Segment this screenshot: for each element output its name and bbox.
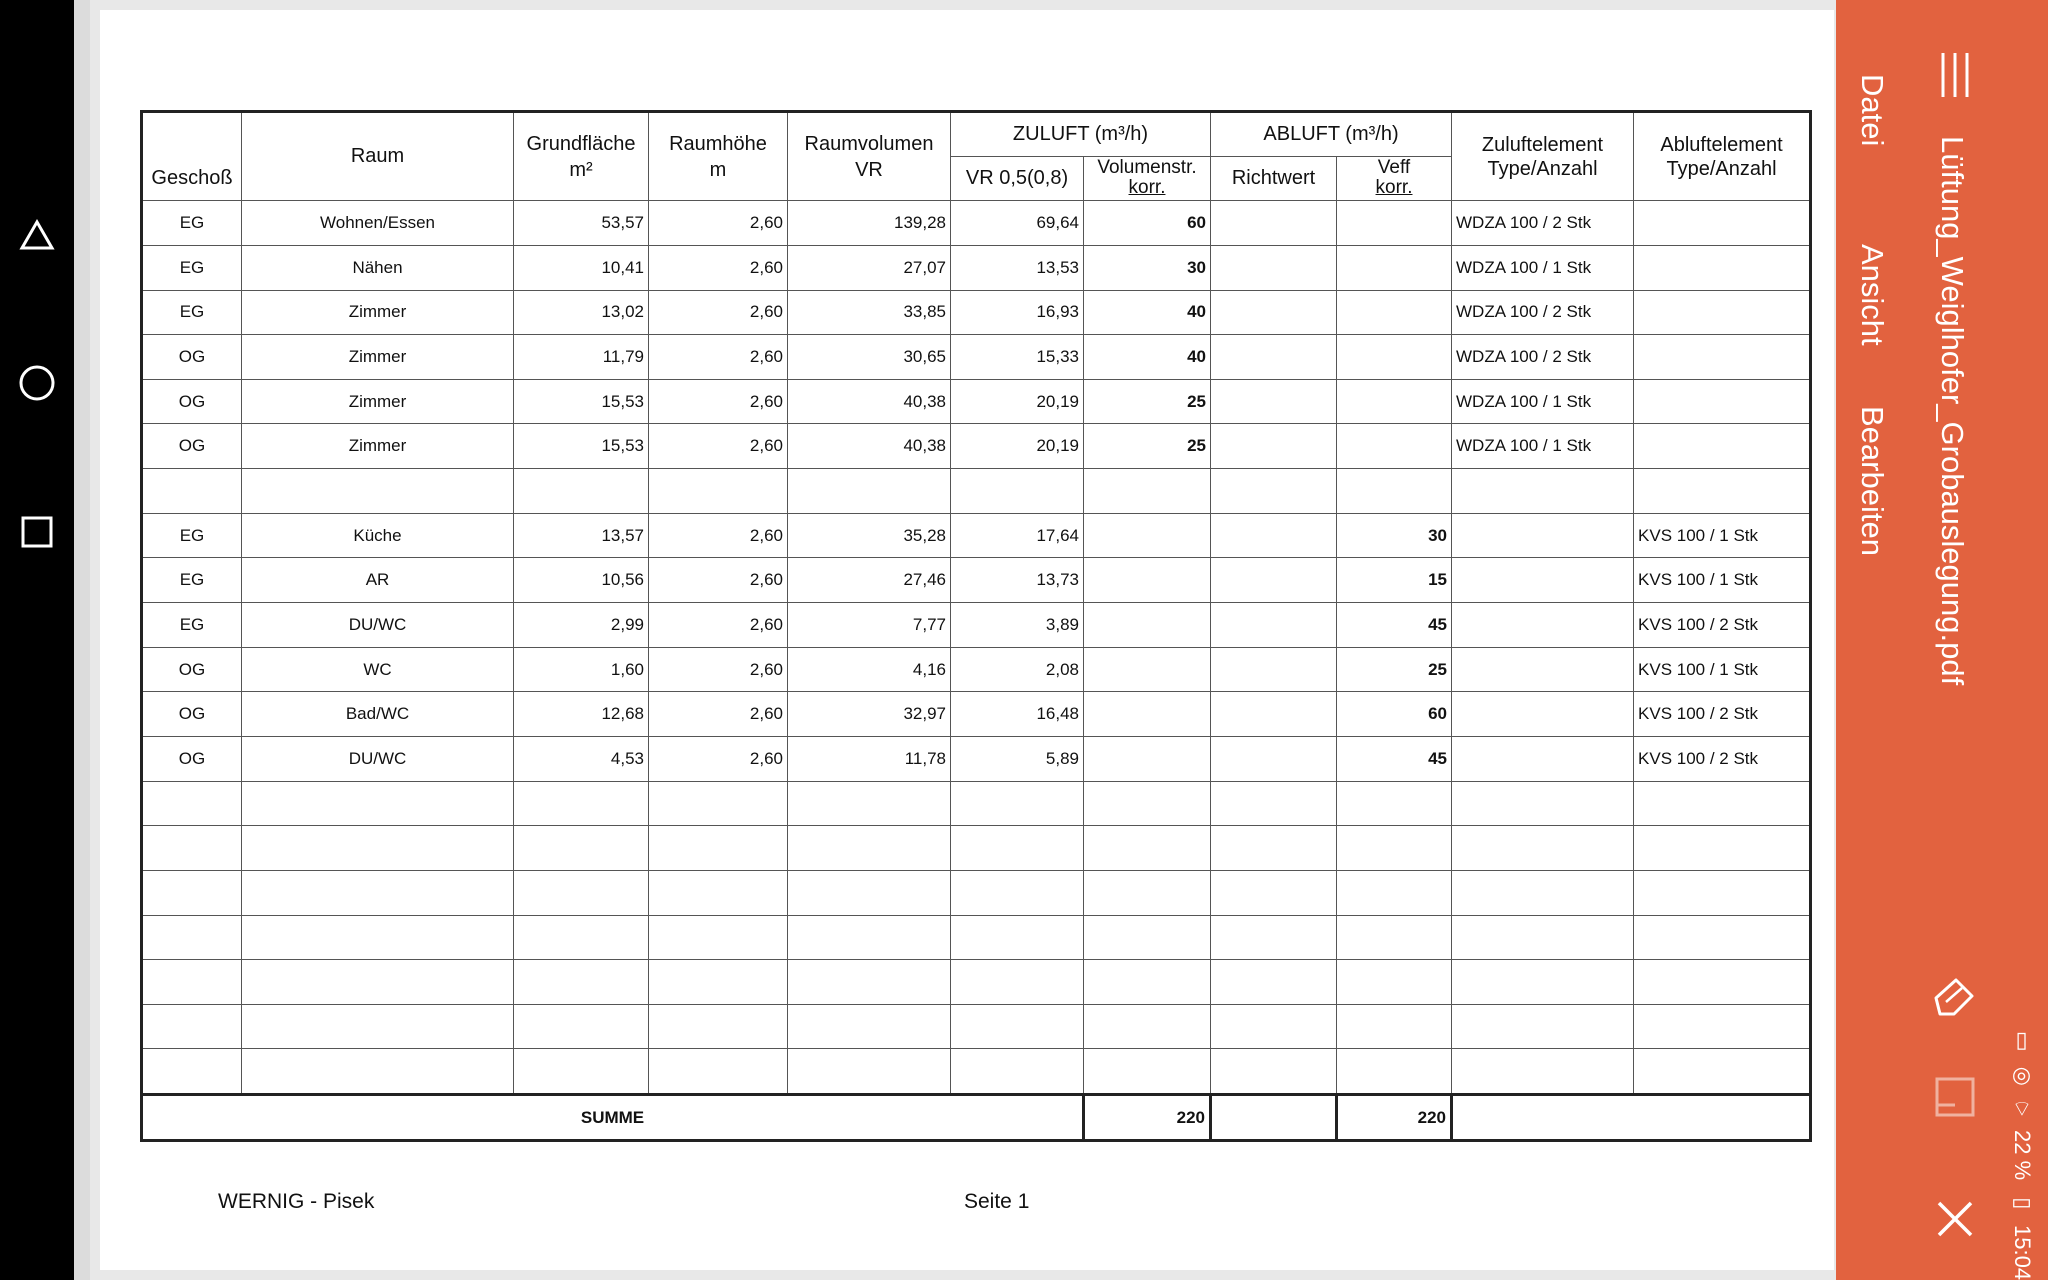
cell-raum — [242, 469, 514, 514]
cell-geschoss: EG — [142, 558, 242, 603]
cell-zuluftelement — [1452, 1049, 1634, 1095]
cell-vr: 13,53 — [951, 245, 1084, 290]
cell-grundflaeche: 11,79 — [514, 335, 649, 380]
cell-zuluftelement: WDZA 100 / 2 Stk — [1452, 290, 1634, 335]
cell-vr: 15,33 — [951, 335, 1084, 380]
cell-grundflaeche: 15,53 — [514, 424, 649, 469]
cell-veff-korr — [1337, 290, 1452, 335]
cell-raum — [242, 960, 514, 1005]
cell-volumenstrom-korr — [1084, 558, 1211, 603]
cell-raum — [242, 826, 514, 871]
cell-grundflaeche: 15,53 — [514, 379, 649, 424]
cell-geschoss: EG — [142, 245, 242, 290]
app-toolbar — [1836, 0, 1996, 1280]
cell-geschoss — [142, 915, 242, 960]
cell-abluftelement: KVS 100 / 1 Stk — [1634, 647, 1811, 692]
cell-richtwert — [1211, 424, 1337, 469]
cell-raumvolumen — [788, 826, 951, 871]
cell-geschoss: OG — [142, 692, 242, 737]
cell-volumenstrom-korr — [1084, 781, 1211, 826]
cell-raumhoehe: 2,60 — [649, 692, 788, 737]
sum-zuluft: 220 — [1084, 1095, 1211, 1141]
cell-grundflaeche: 2,99 — [514, 603, 649, 648]
cell-geschoss: OG — [142, 736, 242, 781]
cell-richtwert — [1211, 647, 1337, 692]
cell-richtwert — [1211, 692, 1337, 737]
cell-grundflaeche: 12,68 — [514, 692, 649, 737]
cell-volumenstrom-korr — [1084, 603, 1211, 648]
cell-raumhoehe: 2,60 — [649, 335, 788, 380]
cell-volumenstrom-korr: 40 — [1084, 335, 1211, 380]
cell-zuluftelement — [1452, 870, 1634, 915]
cell-raumhoehe: 2,60 — [649, 290, 788, 335]
cell-richtwert — [1211, 335, 1337, 380]
cell-vr — [951, 826, 1084, 871]
cell-vr — [951, 1004, 1084, 1049]
cell-raum: Zimmer — [242, 379, 514, 424]
cell-raumhoehe: 2,60 — [649, 245, 788, 290]
cell-abluftelement — [1634, 960, 1811, 1005]
cell-grundflaeche — [514, 826, 649, 871]
cell-zuluftelement — [1452, 781, 1634, 826]
cell-raum: Bad/WC — [242, 692, 514, 737]
cell-raumhoehe: 2,60 — [649, 558, 788, 603]
document-title: Lüftung_Weiglhofer_Grobauslegung.pdf — [1935, 136, 1970, 686]
cell-veff-korr — [1337, 960, 1452, 1005]
cell-geschoss — [142, 826, 242, 871]
cell-raum: DU/WC — [242, 603, 514, 648]
cell-raum: Küche — [242, 513, 514, 558]
footer-author: WERNIG - Pisek — [218, 1190, 375, 1213]
cell-raumvolumen: 11,78 — [788, 736, 951, 781]
cell-raumvolumen: 27,46 — [788, 558, 951, 603]
cell-veff-korr: 45 — [1337, 603, 1452, 648]
cell-abluftelement — [1634, 469, 1811, 514]
cell-zuluftelement — [1452, 603, 1634, 648]
cell-vr — [951, 915, 1084, 960]
cell-raum — [242, 1004, 514, 1049]
cell-raumhoehe — [649, 826, 788, 871]
cell-zuluftelement — [1452, 692, 1634, 737]
cell-richtwert — [1211, 513, 1337, 558]
cell-raumhoehe — [649, 781, 788, 826]
home-circle-icon[interactable] — [12, 358, 62, 408]
cell-raum: WC — [242, 647, 514, 692]
cell-raumvolumen: 30,65 — [788, 335, 951, 380]
cell-abluftelement — [1634, 290, 1811, 335]
cell-abluftelement — [1634, 915, 1811, 960]
cell-grundflaeche: 4,53 — [514, 736, 649, 781]
cell-geschoss: EG — [142, 201, 242, 246]
cell-raumvolumen: 40,38 — [788, 379, 951, 424]
cell-raumhoehe: 2,60 — [649, 603, 788, 648]
cell-raumvolumen — [788, 960, 951, 1005]
cell-raumhoehe: 2,60 — [649, 513, 788, 558]
cell-volumenstrom-korr: 40 — [1084, 290, 1211, 335]
header-raumvolumen: Raumvolumen VR — [788, 112, 951, 201]
wifi-icon: ⌔ — [2010, 1098, 2035, 1120]
header-abluftelement: Abluftelement Type/Anzahl — [1634, 112, 1811, 201]
cell-volumenstrom-korr — [1084, 1004, 1211, 1049]
table-row — [142, 870, 1811, 915]
cell-raumhoehe — [649, 1049, 788, 1095]
cell-zuluftelement — [1452, 1004, 1634, 1049]
cell-richtwert — [1211, 781, 1337, 826]
cell-raumvolumen — [788, 469, 951, 514]
cell-vr: 20,19 — [951, 379, 1084, 424]
cell-richtwert — [1211, 870, 1337, 915]
cell-veff-korr: 45 — [1337, 736, 1452, 781]
header-volumenstrom-korr: Volumenstr. korr. — [1084, 156, 1211, 201]
cell-abluftelement — [1634, 826, 1811, 871]
cell-richtwert — [1211, 1004, 1337, 1049]
alarm-icon: ◎ — [2010, 1063, 2035, 1088]
header-veff-korr: Veff korr. — [1337, 156, 1452, 201]
cell-richtwert — [1211, 915, 1337, 960]
table-row — [142, 647, 1811, 692]
cell-abluftelement: KVS 100 / 2 Stk — [1634, 692, 1811, 737]
vibrate-icon: ▯ — [2010, 1028, 2035, 1053]
cell-zuluftelement — [1452, 513, 1634, 558]
clock: 15:04 — [2010, 1225, 2035, 1280]
sum-elements — [1452, 1095, 1811, 1141]
cell-raum: DU/WC — [242, 736, 514, 781]
cell-veff-korr: 30 — [1337, 513, 1452, 558]
cell-richtwert — [1211, 379, 1337, 424]
cell-vr: 13,73 — [951, 558, 1084, 603]
cell-grundflaeche — [514, 1004, 649, 1049]
cell-raumvolumen: 139,28 — [788, 201, 951, 246]
reading-mode-icon[interactable] — [1928, 1070, 1982, 1124]
recents-square-icon[interactable] — [12, 507, 62, 557]
cell-raumhoehe — [649, 915, 788, 960]
close-icon[interactable] — [1928, 1192, 1982, 1246]
battery-icon: ▭ — [2010, 1190, 2035, 1216]
cell-veff-korr: 25 — [1337, 647, 1452, 692]
cell-vr — [951, 781, 1084, 826]
sum-abluft: 220 — [1337, 1095, 1452, 1141]
cell-volumenstrom-korr — [1084, 469, 1211, 514]
cell-geschoss: EG — [142, 513, 242, 558]
cell-veff-korr — [1337, 781, 1452, 826]
cell-volumenstrom-korr — [1084, 915, 1211, 960]
table-row — [142, 558, 1811, 603]
cell-raumvolumen — [788, 1004, 951, 1049]
table-row — [142, 826, 1811, 871]
cell-grundflaeche — [514, 915, 649, 960]
cell-raumvolumen — [788, 870, 951, 915]
cell-richtwert — [1211, 558, 1337, 603]
cell-grundflaeche: 1,60 — [514, 647, 649, 692]
cell-veff-korr: 60 — [1337, 692, 1452, 737]
header-richtwert: Richtwert — [1211, 156, 1337, 201]
cell-abluftelement: KVS 100 / 1 Stk — [1634, 513, 1811, 558]
cell-grundflaeche: 10,56 — [514, 558, 649, 603]
cell-vr: 17,64 — [951, 513, 1084, 558]
table-row — [142, 201, 1811, 246]
cell-geschoss: EG — [142, 290, 242, 335]
cell-geschoss — [142, 870, 242, 915]
cell-volumenstrom-korr — [1084, 736, 1211, 781]
cell-zuluftelement — [1452, 647, 1634, 692]
menu-bearbeiten[interactable]: Bearbeiten — [1855, 406, 1890, 556]
cell-geschoss — [142, 1049, 242, 1095]
battery-percent: 22 % — [2010, 1130, 2035, 1181]
cell-raumhoehe: 2,60 — [649, 424, 788, 469]
cell-raumhoehe: 2,60 — [649, 379, 788, 424]
cell-abluftelement: KVS 100 / 2 Stk — [1634, 736, 1811, 781]
cell-vr — [951, 469, 1084, 514]
table-row — [142, 379, 1811, 424]
cell-veff-korr: 15 — [1337, 558, 1452, 603]
cell-raum: Zimmer — [242, 290, 514, 335]
cell-raum: Wohnen/Essen — [242, 201, 514, 246]
table-row — [142, 736, 1811, 781]
header-geschoss: Geschoß — [142, 112, 242, 201]
cell-geschoss: OG — [142, 424, 242, 469]
cell-raumvolumen — [788, 1049, 951, 1095]
cell-raumhoehe — [649, 870, 788, 915]
footer-page-number: Seite 1 — [964, 1190, 1030, 1213]
cell-grundflaeche: 10,41 — [514, 245, 649, 290]
cell-richtwert — [1211, 245, 1337, 290]
cell-raum: Zimmer — [242, 335, 514, 380]
cell-volumenstrom-korr: 60 — [1084, 201, 1211, 246]
status-indicators — [2008, 1028, 2036, 1280]
cell-volumenstrom-korr — [1084, 960, 1211, 1005]
cell-raumvolumen: 27,07 — [788, 245, 951, 290]
cell-raumvolumen: 35,28 — [788, 513, 951, 558]
cell-volumenstrom-korr — [1084, 826, 1211, 871]
cell-zuluftelement — [1452, 960, 1634, 1005]
hamburger-menu-icon[interactable] — [1928, 48, 1982, 102]
cell-geschoss — [142, 469, 242, 514]
table-row — [142, 424, 1811, 469]
table-row — [142, 513, 1811, 558]
cell-grundflaeche — [514, 960, 649, 1005]
cell-vr — [951, 1049, 1084, 1095]
header-abluft: ABLUFT (m³/h) — [1211, 112, 1452, 157]
cell-grundflaeche — [514, 870, 649, 915]
cell-raum — [242, 1049, 514, 1095]
cell-volumenstrom-korr: 30 — [1084, 245, 1211, 290]
cell-raumvolumen: 4,16 — [788, 647, 951, 692]
cell-richtwert — [1211, 469, 1337, 514]
cell-volumenstrom-korr — [1084, 513, 1211, 558]
cell-grundflaeche — [514, 469, 649, 514]
cell-zuluftelement: WDZA 100 / 1 Stk — [1452, 424, 1634, 469]
cell-geschoss — [142, 781, 242, 826]
cell-volumenstrom-korr — [1084, 692, 1211, 737]
cell-raum — [242, 915, 514, 960]
cell-volumenstrom-korr — [1084, 870, 1211, 915]
table-row — [142, 245, 1811, 290]
cell-raumhoehe: 2,60 — [649, 201, 788, 246]
cell-vr: 3,89 — [951, 603, 1084, 648]
cell-veff-korr — [1337, 424, 1452, 469]
cell-veff-korr — [1337, 379, 1452, 424]
cell-volumenstrom-korr: 25 — [1084, 379, 1211, 424]
header-zuluft: ZULUFT (m³/h) — [951, 112, 1211, 157]
cell-raumvolumen — [788, 781, 951, 826]
table-row — [142, 960, 1811, 1005]
cell-zuluftelement — [1452, 558, 1634, 603]
cell-raumvolumen: 40,38 — [788, 424, 951, 469]
cell-veff-korr — [1337, 1004, 1452, 1049]
cell-zuluftelement — [1452, 826, 1634, 871]
cell-raum: AR — [242, 558, 514, 603]
menu-datei[interactable]: Datei — [1855, 74, 1890, 147]
cell-veff-korr — [1337, 245, 1452, 290]
cell-zuluftelement: WDZA 100 / 1 Stk — [1452, 379, 1634, 424]
cell-zuluftelement — [1452, 915, 1634, 960]
cell-grundflaeche: 13,02 — [514, 290, 649, 335]
cell-raum: Zimmer — [242, 424, 514, 469]
cell-raumhoehe — [649, 469, 788, 514]
table-row — [142, 290, 1811, 335]
cell-raumhoehe — [649, 960, 788, 1005]
cell-veff-korr — [1337, 870, 1452, 915]
cell-richtwert — [1211, 826, 1337, 871]
android-status-bar — [1996, 0, 2048, 1280]
cell-raum — [242, 781, 514, 826]
table-header-row — [142, 112, 1811, 157]
cell-abluftelement — [1634, 1004, 1811, 1049]
header-zuluftelement: Zuluftelement Type/Anzahl — [1452, 112, 1634, 201]
cell-richtwert — [1211, 736, 1337, 781]
cell-raumvolumen: 33,85 — [788, 290, 951, 335]
sum-row — [142, 1095, 1811, 1141]
back-triangle-icon[interactable] — [12, 210, 62, 260]
cell-grundflaeche — [514, 1049, 649, 1095]
cell-abluftelement: KVS 100 / 2 Stk — [1634, 603, 1811, 648]
table-row — [142, 1049, 1811, 1095]
cell-vr: 16,48 — [951, 692, 1084, 737]
cell-abluftelement — [1634, 379, 1811, 424]
cell-vr — [951, 870, 1084, 915]
cell-geschoss: OG — [142, 647, 242, 692]
cell-veff-korr — [1337, 201, 1452, 246]
cell-raumhoehe — [649, 1004, 788, 1049]
cell-veff-korr — [1337, 915, 1452, 960]
cell-abluftelement — [1634, 245, 1811, 290]
cell-raum: Nähen — [242, 245, 514, 290]
document-page — [100, 10, 1834, 1270]
cell-raumvolumen: 32,97 — [788, 692, 951, 737]
cell-abluftelement — [1634, 1049, 1811, 1095]
cell-geschoss: EG — [142, 603, 242, 648]
cell-veff-korr — [1337, 826, 1452, 871]
pen-edit-icon[interactable] — [1928, 970, 1982, 1024]
cell-zuluftelement — [1452, 469, 1634, 514]
table-row — [142, 469, 1811, 514]
table-row — [142, 603, 1811, 648]
cell-vr: 2,08 — [951, 647, 1084, 692]
header-grundflaeche: Grundfläche m² — [514, 112, 649, 201]
sum-label: SUMME — [142, 1095, 1084, 1141]
cell-raumhoehe: 2,60 — [649, 647, 788, 692]
header-raumhoehe: Raumhöhe m — [649, 112, 788, 201]
cell-geschoss — [142, 960, 242, 1005]
cell-vr: 5,89 — [951, 736, 1084, 781]
cell-richtwert — [1211, 290, 1337, 335]
ventilation-table — [140, 110, 1812, 1142]
cell-abluftelement: KVS 100 / 1 Stk — [1634, 558, 1811, 603]
cell-vr: 20,19 — [951, 424, 1084, 469]
header-vr: VR 0,5(0,8) — [951, 156, 1084, 201]
cell-raumvolumen: 7,77 — [788, 603, 951, 648]
cell-vr — [951, 960, 1084, 1005]
cell-richtwert — [1211, 201, 1337, 246]
cell-grundflaeche: 13,57 — [514, 513, 649, 558]
cell-zuluftelement — [1452, 736, 1634, 781]
cell-veff-korr — [1337, 469, 1452, 514]
cell-grundflaeche: 53,57 — [514, 201, 649, 246]
cell-geschoss: OG — [142, 379, 242, 424]
cell-abluftelement — [1634, 335, 1811, 380]
menu-ansicht[interactable]: Ansicht — [1855, 244, 1890, 346]
cell-richtwert — [1211, 960, 1337, 1005]
table-row — [142, 1004, 1811, 1049]
cell-zuluftelement: WDZA 100 / 2 Stk — [1452, 201, 1634, 246]
cell-volumenstrom-korr — [1084, 647, 1211, 692]
cell-richtwert — [1211, 1049, 1337, 1095]
table-row — [142, 915, 1811, 960]
android-navigation-bar — [0, 0, 74, 1280]
cell-geschoss — [142, 1004, 242, 1049]
cell-raumhoehe: 2,60 — [649, 736, 788, 781]
cell-abluftelement — [1634, 201, 1811, 246]
cell-vr: 16,93 — [951, 290, 1084, 335]
cell-abluftelement — [1634, 870, 1811, 915]
cell-raumvolumen — [788, 915, 951, 960]
cell-vr: 69,64 — [951, 201, 1084, 246]
cell-richtwert — [1211, 603, 1337, 648]
cell-abluftelement — [1634, 424, 1811, 469]
cell-raum — [242, 870, 514, 915]
scroll-gutter — [74, 0, 90, 1280]
table-row — [142, 692, 1811, 737]
cell-grundflaeche — [514, 781, 649, 826]
table-row — [142, 335, 1811, 380]
cell-veff-korr — [1337, 335, 1452, 380]
sum-richtwert — [1211, 1095, 1337, 1141]
cell-volumenstrom-korr: 25 — [1084, 424, 1211, 469]
header-raum: Raum — [242, 112, 514, 201]
table-row — [142, 781, 1811, 826]
cell-zuluftelement: WDZA 100 / 1 Stk — [1452, 245, 1634, 290]
cell-abluftelement — [1634, 781, 1811, 826]
cell-veff-korr — [1337, 1049, 1452, 1095]
cell-zuluftelement: WDZA 100 / 2 Stk — [1452, 335, 1634, 380]
cell-volumenstrom-korr — [1084, 1049, 1211, 1095]
cell-geschoss: OG — [142, 335, 242, 380]
